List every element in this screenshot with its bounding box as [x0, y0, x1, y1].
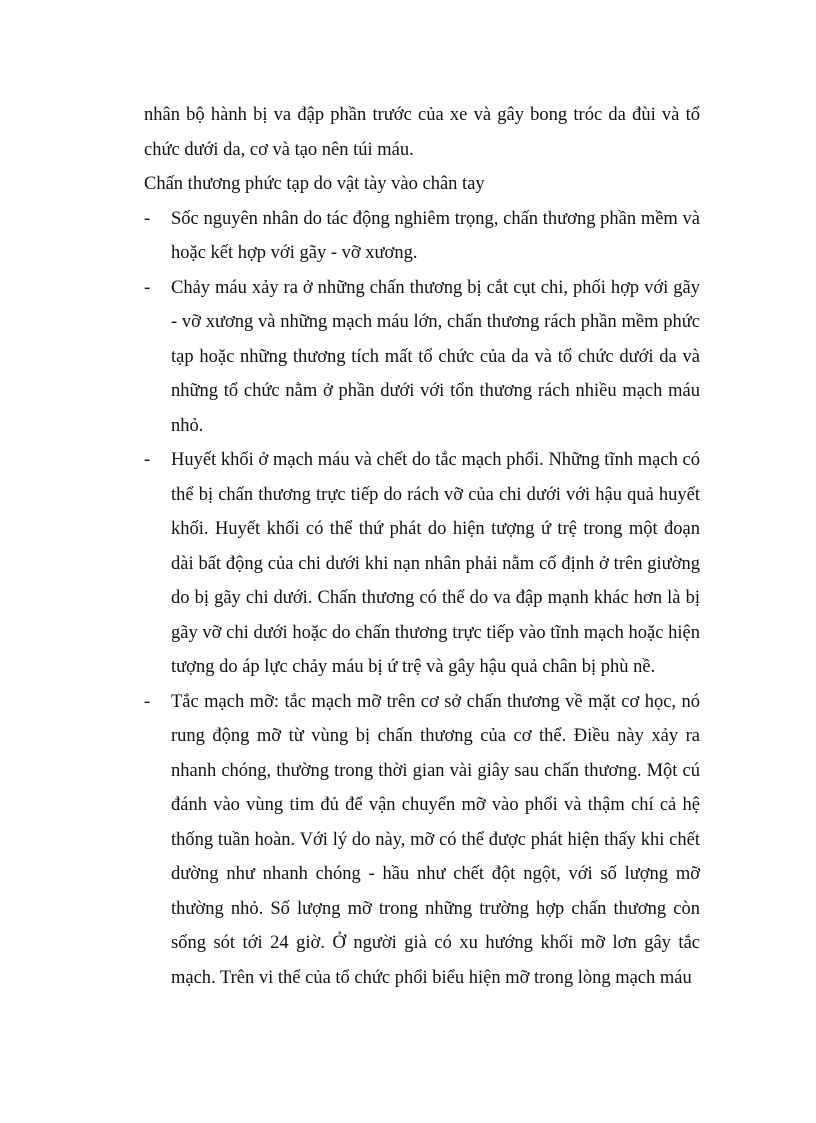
- page-body: [144, 98, 700, 995]
- bullet-text: Tắc mạch mỡ: tắc mạch mỡ trên cơ sở chấn thương về mặt cơ học, nó rung động mỡ từ vùng bị chấn thương của cơ thể. Điều này xảy ra nhanh chóng, thường trong thời gian vài giây sau chấn thương. Một cú đánh vào vùng tim đủ để vận chuyển mỡ vào phổi và thậm chí cả hệ thống tuần hoàn. Với lý do này, mỡ có thể được phát hiện thấy khi chết dường như nhanh chóng - hầu như chết đột ngột, với số lượng mỡ thường nhỏ. Số lượng mỡ trong những trường hợp chấn thương còn sống sót tới 24 giờ. Ở người già có xu hướng khối mỡ lơn gây tắc mạch. Trên vi thể của tổ chức phổi biểu hiện mỡ trong lòng mạch máu: [171, 691, 700, 988]
- bullet-dash: -: [144, 208, 151, 229]
- bullet-item-fat-embolism: [144, 685, 700, 996]
- bullet-item-thrombosis: [144, 443, 700, 685]
- section-heading: Chấn thương phức tạp do vật tày vào chân tay: [144, 174, 485, 194]
- bullet-item-shock: [144, 202, 700, 271]
- bullet-item-bleeding: [144, 271, 700, 444]
- bullet-text: Sốc nguyên nhân do tác động nghiêm trọng, chấn thương phần mềm và hoặc kết hợp với gãy - vỡ xương.: [171, 208, 700, 263]
- bullet-dash: -: [144, 450, 151, 470]
- bullet-dash: -: [144, 691, 151, 712]
- continuation-paragraph: nhân bộ hành bị va đập phần trước của xe và gây bong tróc da đùi và tổ chức dưới da, cơ và tạo nên túi máu.: [144, 105, 700, 160]
- bullet-text: Huyết khối ở mạch máu và chết do tắc mạch phổi. Những tĩnh mạch có thể bị chấn thương trực tiếp do rách vỡ của chi dưới với hậu quả huyết khối. Huyết khối có thể thứ phát do hiện tượng ứ trệ trong một đoạn dài bất động của chi dưới khi nạn nhân phải nằm cố định ở trên giường do bị gãy chi dưới. Chấn thương có thể do va đập mạnh khác hơn là bị gãy vỡ chi dưới hoặc do chấn thương trực tiếp vào tĩnh mạch hoặc hiện tượng do áp lực chảy máu bị ứ trệ và gây hậu quả chân bị phù nề.: [171, 450, 700, 677]
- bullet-text: Chảy máu xảy ra ở những chấn thương bị cắt cụt chi, phối hợp với gãy - vỡ xương và những mạch máu lớn, chấn thương rách phần mềm phức tạp hoặc những thương tích mất tổ chức của da và tổ chức dưới da và những tổ chức nằm ở phần dưới với tổn thương rách nhiều mạch máu nhỏ.: [171, 277, 700, 436]
- bullet-list: [144, 202, 700, 996]
- bullet-dash: -: [144, 277, 151, 298]
